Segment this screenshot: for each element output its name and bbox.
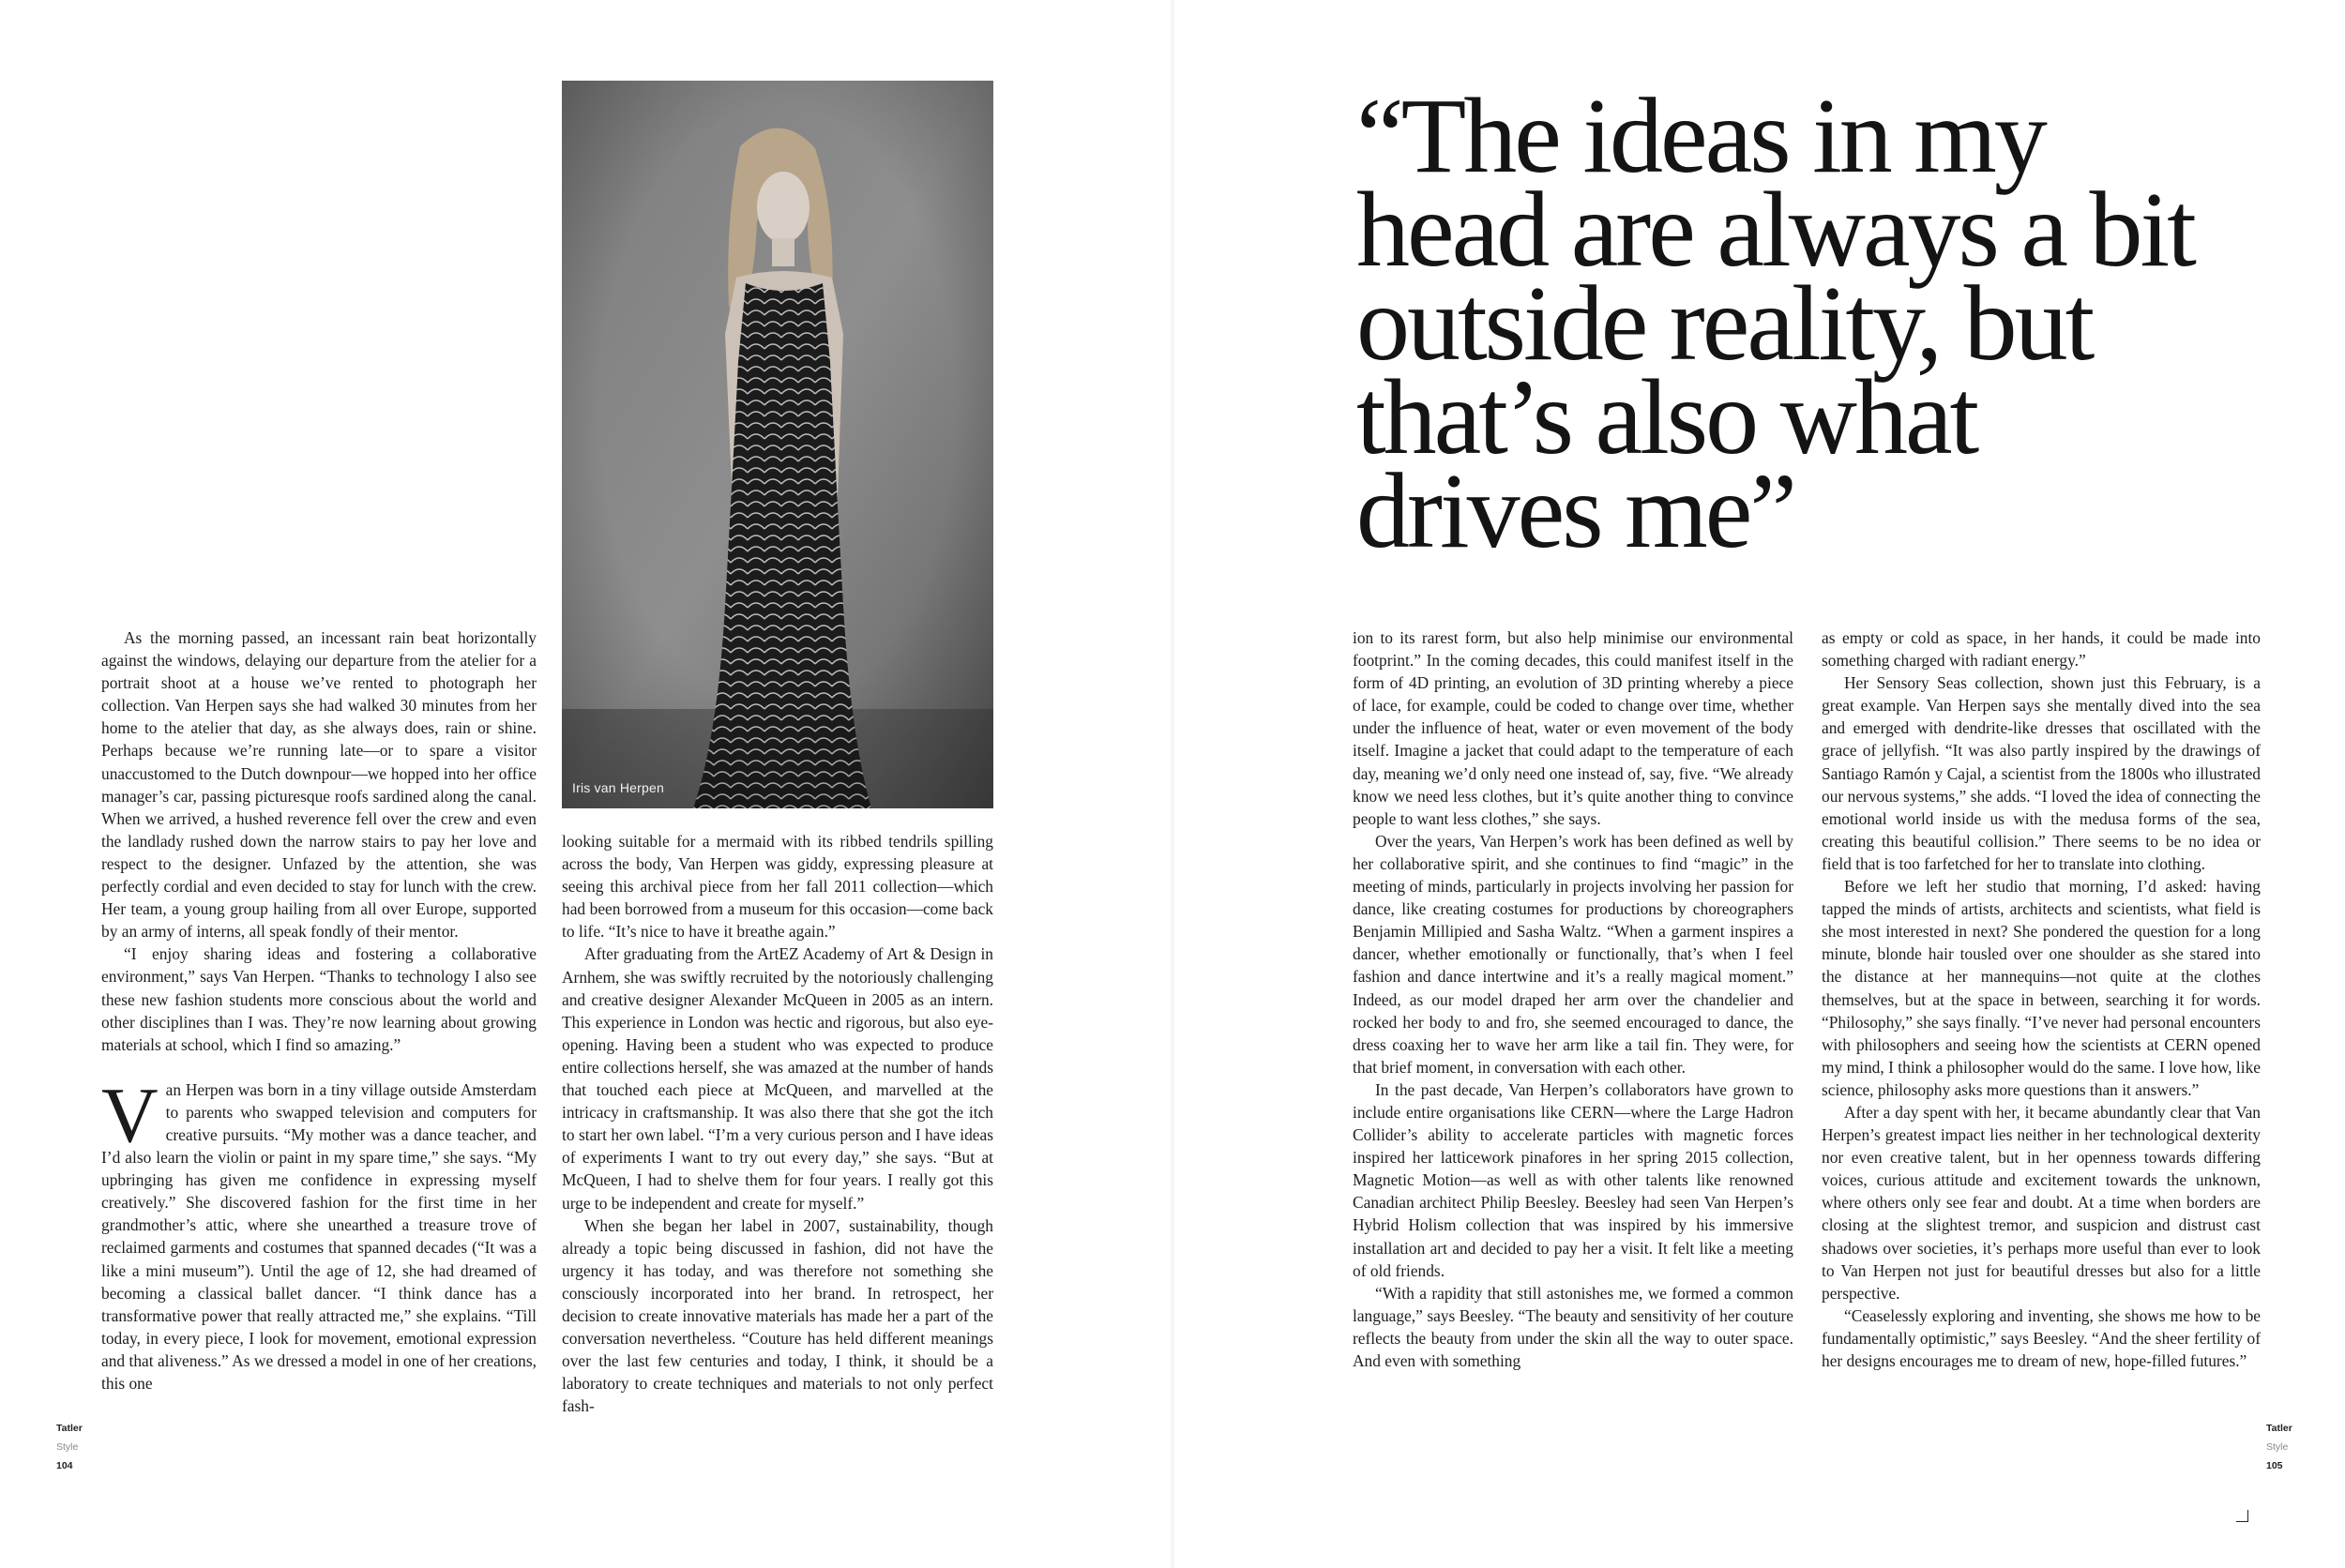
page-number: 104 [56, 1460, 73, 1471]
page-number: 105 [2266, 1460, 2283, 1471]
folio-brand: Tatler [56, 1423, 83, 1434]
paragraph: Her Sensory Seas collection, shown just this February, is a great example. Van Herpen says she mentally dived into the sea and emerged with dendrite-like dresses that oscillated with the grace of jellyfish. “It was also partly inspired by the drawings of Santiago Ramón y Cajal, a scientist from the 1800s who illustrated our nervous systems,” she adds. “I loved the idea of connecting the emotional world inside us with the medusa forms of the sea, creating this beautiful collision.” There seems to be no idea or field that is too farfetched for her to translate into clothing. [1822, 673, 2261, 873]
dropcap-paragraph-text: an Herpen was born in a tiny village outside Amsterdam to parents who swapped television and computers for creative pursuits. “My mother was a dance teacher, and I’d also learn the violin or paint in my spare time,” she says. “My upbringing has given me confidence in expressing myself creatively.” She discovered fashion for the first time in her grandmother’s attic, where she unearthed a treasure trove of reclaimed garments and costumes that spanned decades (“It was a like a mini museum”). Until the age of 12, she had dreamed of becoming a classical ballet dancer. “I think dance has a transformative power that really attracted me,” she explains. “Till today, in every piece, I look for movement, emotional expression and that aliveness.” As we dressed a model in one of her creations, this one [101, 1079, 537, 1393]
pull-quote-line: that’s also what [1356, 357, 1977, 476]
folio-right [2266, 1419, 2292, 1475]
pull-quote-line: head are always a bit [1356, 170, 2194, 289]
folio-brand: Tatler [2266, 1423, 2292, 1434]
folio-left [56, 1419, 83, 1475]
portrait-photo [562, 81, 993, 808]
spine-gutter [1170, 0, 1175, 1568]
drop-cap: V [101, 1071, 159, 1159]
pull-quote [1356, 76, 2194, 570]
folio-section: Style [2266, 1441, 2289, 1453]
paragraph: “I enjoy sharing ideas and fostering a collaborative environment,” says Van Herpen. “Thanks to technology I also see these new fashion students more conscious about the world and other disciplines than I was. They’re now learning about growing materials at school, which I find so amazing.” [101, 944, 537, 1054]
pull-quote-line: drives me” [1356, 451, 1794, 570]
pull-quote-line: outside reality, but [1356, 264, 2093, 383]
section-break [101, 1056, 537, 1078]
paragraph: as empty or cold as space, in her hands, it could be made into something charged with radiant energy.” [1822, 628, 2261, 671]
body-column-4 [1822, 626, 2261, 1372]
pull-quote-line: “The ideas in my [1356, 76, 2045, 195]
dropcap-paragraph [101, 1071, 537, 1395]
paragraph: When she began her label in 2007, sustainability, though already a topic being discussed in fashion, did not have the urgency it has today, and was therefore not something she consciously incorporated into her brand. In retrospect, her decision to create innovative materials has made her a part of the conversation nevertheless. “Couture has held different meanings over the last few centuries and today, I think, it should be a laboratory to create techniques and materials to not only perfect fash- [562, 1215, 993, 1416]
end-of-article-mark [2236, 1510, 2248, 1522]
paragraph: looking suitable for a mermaid with its ribbed tendrils spilling across the body, Van Herpen was giddy, expressing pleasure at seeing this archival piece from her fall 2011 collection—which had been borrowed from a museum for this occasion—come back to life. “It’s nice to have it breathe again.” [562, 832, 993, 942]
body-column-3 [1353, 626, 1793, 1372]
paragraph: As the morning passed, an incessant rain beat horizontally against the windows, delaying our departure from the atelier for a portrait shoot at a house we’ve rented to photograph her collection. Van Herpen says she had walked 30 minutes from her home to the atelier that day, as she always does, rain or shine. Perhaps because we’re running late—or to spare a visitor unaccustomed to the Dutch downpour—we hopped into her office manager’s car, passing picturesque roofs sardined along the canal. When we arrived, a hushed reverence fell over the crew and even the landlady rushed down the narrow stairs to pay her love and respect to the designer. Unfazed by the attention, she was perfectly cordial and even decided to stay for lunch with the crew. Her team, a young group hailing from all over Europe, supported by an army of interns, all speak fondly of their mentor. [101, 628, 537, 942]
folio-section: Style [56, 1441, 79, 1453]
paragraph: “With a rapidity that still astonishes me, we formed a common language,” says Beesley. “The beauty and sensitivity of her couture reflects the beauty from under the skin all the way to outer space. And even with something [1353, 1283, 1793, 1370]
paragraph: “Ceaselessly exploring and inventing, she shows me how to be fundamentally optimistic,” says Beesley. “And the sheer fertility of her designs encourages me to dream of new, hope-filled futures.” [1822, 1305, 2261, 1370]
paragraph: Over the years, Van Herpen’s work has been defined as well by her collaborative spirit, and she continues to find “magic” in the meeting of minds, particularly in projects involving her passion for dance, like creating costumes for productions by choreographers Benjamin Millipied and Sasha Waltz. “When a garment inspires a dancer, whether emotionally or functionally, that’s when I feel fashion and dance intertwine and it’s a really magical moment.” Indeed, as our model draped her arm over the chandelier and rocked her body to and fro, she seemed encouraged to dance, the dress coaxing her to wave her arm like a tail fin. They were, for that brief moment, in conversation with each other. [1353, 831, 1793, 1077]
body-column-2 [562, 830, 993, 1417]
portrait-illustration [562, 81, 993, 808]
body-column-1 [101, 626, 537, 1395]
photo-caption: Iris van Herpen [572, 780, 664, 795]
paragraph: After a day spent with her, it became abundantly clear that Van Herpen’s greatest impact lies neither in her technological dexterity nor even creative talent, but in her openness towards differing voices, curious attitude and excitement towards the unknown, where others only see fear and doubt. At a time when borders are closing at the slightest tremor, and suspicion and distrust cast shadows over societies, it’s perhaps more useful than ever to look to Van Herpen not just for beautiful dresses but also for a little perspective. [1822, 1102, 2261, 1303]
paragraph: ion to its rarest form, but also help minimise our environmental footprint.” In the coming decades, this could manifest itself in the form of 4D printing, an evolution of 3D printing whereby a piece of lace, for example, could be coded to change over time, whether under the influence of heat, water or even movement of the body itself. Imagine a jacket that could adapt to the temperature of each day, meaning we’d only need one instead of, say, five. “We already know we need less clothes, but it’s quite another thing to convince people to want less clothes,” she says. [1353, 628, 1793, 828]
paragraph: After graduating from the ArtEZ Academy of Art & Design in Arnhem, she was swiftly recruited by the notoriously challenging and creative designer Alexander McQueen in 2005 as an intern. This experience in London was hectic and rigorous, but also eye-opening. Having been a student who was expected to produce entire collections herself, she was amazed at the number of hands that touched each piece at McQueen, and marvelled at the intricacy in craftsmanship. It was also there that she got the itch to start her own label. “I’m a very curious person and I have ideas of experiments I want to try out every day,” she says. “But at McQueen, I had to shelve them for four years. I really got this urge to be independent and create for myself.” [562, 944, 993, 1213]
paragraph: Before we left her studio that morning, I’d asked: having tapped the minds of artists, architects and scientists, what field is she most interested in next? She pondered the question for a long minute, blonde hair tousled over one shoulder as she stared into the distance at her mannequins—not quite at the clothes themselves, but at the space in between, searching it for words. “Philosophy,” she says finally. “I’ve never had personal encounters with philosophers and seeing how the scientists at CERN opened my mind, I think a philosopher would do the same. I love how, like science, philosophy asks more questions than it answers.” [1822, 877, 2261, 1099]
paragraph: In the past decade, Van Herpen’s collaborators have grown to include entire organisations like CERN—where the Large Hadron Collider’s ability to accelerate particles with magnetic forces inspired her latticework pinafores in her spring 2015 collection, Magnetic Motion—as well as with other talents like renowned Canadian architect Philip Beesley. Beesley had seen Van Herpen’s Hybrid Holism collection that was inspired by his immersive installation art and decided to pay her a visit. It felt like a meeting of old friends. [1353, 1079, 1793, 1280]
